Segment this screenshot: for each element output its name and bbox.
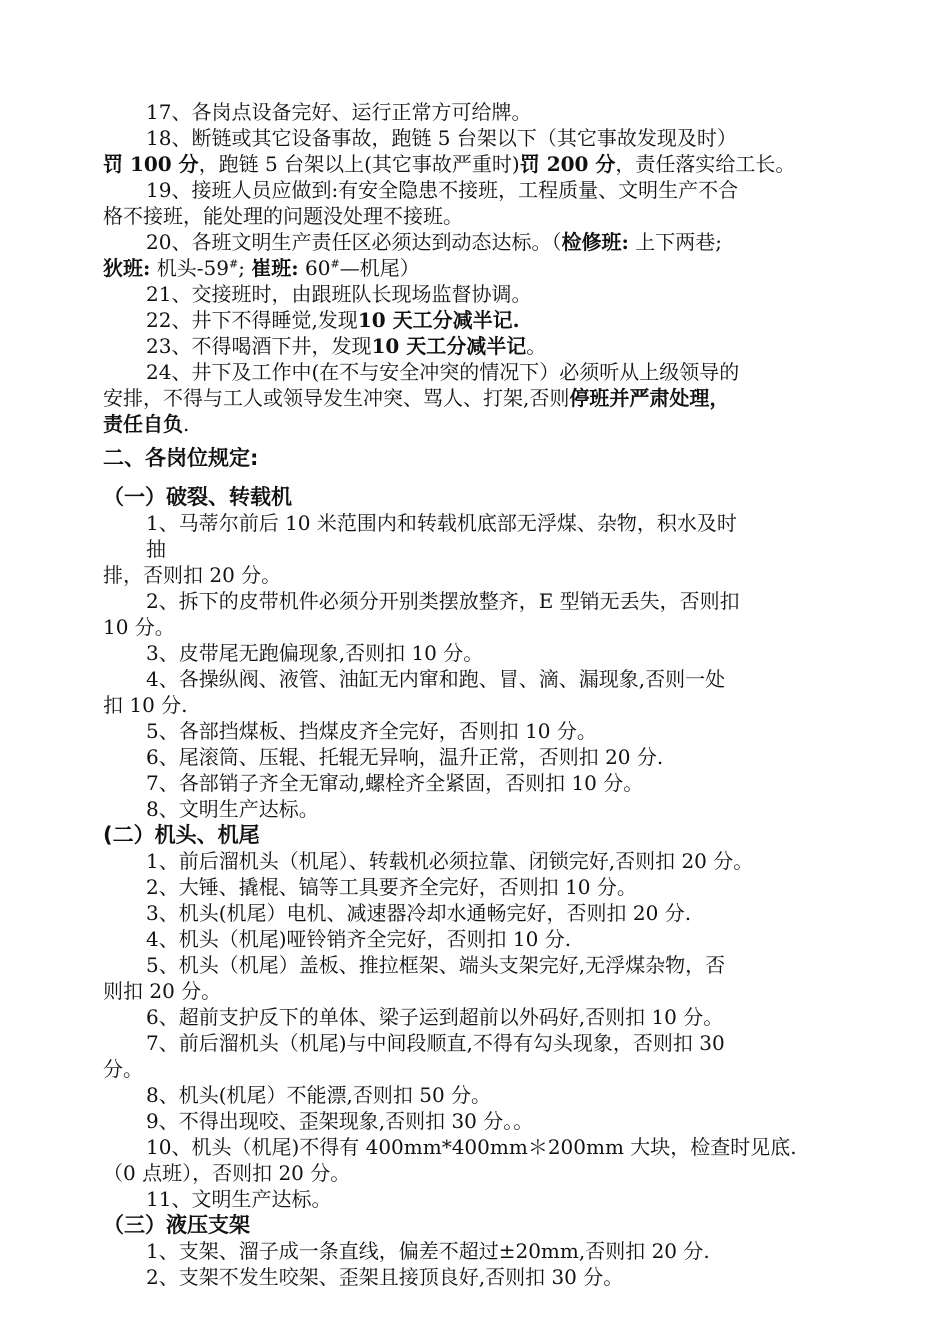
rule-20-text: 20、各班文明生产责任区必须达到动态达标。（ [146, 230, 562, 254]
rule-23-end: 。 [526, 334, 547, 358]
rule-22-penalty: 10 天工分减半记. [357, 308, 520, 332]
s2-item-5-line-2: 则扣 20 分。 [103, 979, 222, 1003]
cui-shift-label: 崔班: [251, 256, 299, 280]
s2-item-1: 1、前后溜机头（机尾）、转载机必须拉靠、闭锁完好,否则扣 20 分。 [146, 849, 754, 873]
rule-18-line-1: 18、断链或其它设备事故，跑链 5 台架以下（其它事故发现及时） [146, 126, 737, 150]
s2-item-11: 11、文明生产达标。 [146, 1187, 332, 1211]
rule-23-text: 23、不得喝酒下井，发现 [146, 334, 372, 358]
number-mark: # [330, 257, 340, 271]
s2-item-7-line-2: 分。 [103, 1057, 143, 1081]
s2-item-4: 4、机头（机尾)哑铃销齐全完好，否则扣 10 分. [146, 927, 572, 951]
rule-22-text: 22、井下不得睡觉,发现 [146, 308, 358, 332]
s2-item-2: 2、大锤、撬棍、镐等工具要齐全完好，否则扣 10 分。 [146, 875, 637, 899]
subsection-1-title: （一）破裂、转载机 [103, 485, 292, 509]
cui-shift-area-end: —机尾） [339, 256, 420, 280]
s1-item-1-line-3: 排，否则扣 20 分。 [103, 563, 282, 587]
rule-18-line-2 [103, 151, 795, 177]
rule-24-penalty: 停班并严肃处理， [569, 386, 730, 410]
s1-item-2-line-1: 2、拆下的皮带机件必须分开别类摆放整齐，E 型销无丢失，否则扣 [146, 589, 740, 613]
s1-item-1-line-2: 抽 [146, 537, 166, 561]
s3-item-2: 2、支架不发生咬架、歪架且接顶良好,否则扣 30 分。 [146, 1265, 624, 1289]
s2-item-8: 8、机头(机尾）不能漂,否则扣 50 分。 [146, 1083, 492, 1107]
rule-19-line-1: 19、接班人员应做到:有安全隐患不接班，工程质量、文明生产不合 [146, 178, 739, 202]
subsection-2-title: (二）机头、机尾 [103, 823, 260, 847]
rule-18-mid: ，跑链 5 台架以上(其它事故严重时) [198, 152, 520, 176]
s2-item-6: 6、超前支护反下的单体、梁子运到超前以外码好,否则扣 10 分。 [146, 1005, 724, 1029]
section-2-title: 二、各岗位规定: [103, 446, 259, 470]
di-shift-label: 狄班: [103, 256, 151, 280]
rule-24-end: . [183, 412, 190, 436]
subsection-3-title: （三）液压支架 [103, 1213, 250, 1237]
rule-18-end: ，责任落实给工长。 [615, 152, 796, 176]
rule-20-maintenance-label: 检修班: [561, 230, 629, 254]
rule-22 [146, 307, 520, 333]
s2-item-10-line-2: （0 点班），否则扣 20 分。 [103, 1161, 351, 1185]
s2-item-7-line-1: 7、前后溜机头（机尾)与中间段顺直,不得有勾头现象，否则扣 30 [146, 1031, 725, 1055]
rule-19-line-2: 格不接班，能处理的问题没处理不接班。 [103, 204, 463, 228]
number-mark: # [228, 257, 239, 271]
s2-item-3: 3、机头(机尾）电机、减速器冷却水通畅完好，否则扣 20 分. [146, 901, 692, 925]
rule-24-responsibility: 责任自负 [103, 412, 183, 436]
s1-item-6: 6、尾滚筒、压辊、托辊无异响，温升正常，否则扣 20 分. [146, 745, 664, 769]
s1-item-8: 8、文明生产达标。 [146, 797, 319, 821]
cui-shift-area: 60 [298, 256, 331, 280]
s1-item-7: 7、各部销子齐全无窜动,螺栓齐全紧固，否则扣 10 分。 [146, 771, 644, 795]
rule-20-line-1 [146, 229, 722, 255]
penalty-200: 罚 200 分 [519, 152, 616, 176]
s1-item-1-line-1: 1、马蒂尔前后 10 米范围内和转载机底部无浮煤、杂物，积水及时 [146, 511, 737, 535]
rule-23-penalty: 10 天工分减半记 [371, 334, 527, 358]
separator: ; [238, 256, 252, 280]
rule-24-line-2 [103, 385, 729, 411]
rule-23 [146, 333, 546, 359]
rule-17: 17、各岗点设备完好、运行正常方可给牌。 [146, 100, 532, 124]
s1-item-5: 5、各部挡煤板、挡煤皮齐全完好，否则扣 10 分。 [146, 719, 597, 743]
rule-24-line-3 [103, 411, 189, 437]
s2-item-5-line-1: 5、机头（机尾）盖板、推拉框架、端头支架完好,无浮煤杂物，否 [146, 953, 726, 977]
s1-item-3: 3、皮带尾无跑偏现象,否则扣 10 分。 [146, 641, 484, 665]
di-shift-area: 机头-59 [150, 256, 229, 280]
penalty-100: 罚 100 分 [103, 152, 199, 176]
rule-21: 21、交接班时，由跟班队长现场监督协调。 [146, 282, 532, 306]
s3-item-1: 1、支架、溜子成一条直线，偏差不超过±20mm,否则扣 20 分. [146, 1239, 710, 1263]
s2-item-10-line-1: 10、机头（机尾)不得有 400mm*400mm＊200mm 大块，检查时见底. [146, 1135, 797, 1159]
s1-item-2-line-2: 10 分。 [103, 615, 175, 639]
s2-item-9: 9、不得出现咬、歪架现象,否则扣 30 分。。 [146, 1109, 534, 1133]
rule-24-text: 安排，不得与工人或领导发生冲突、骂人、打架,否则 [103, 386, 570, 410]
rule-24-line-1: 24、井下及工作中(在不与安全冲突的情况下）必须听从上级领导的 [146, 360, 740, 384]
s1-item-4-line-2: 扣 10 分. [103, 693, 188, 717]
s1-item-4-line-1: 4、各操纵阀、液管、油缸无内窜和跑、冒、滴、漏现象,否则一处 [146, 667, 726, 691]
rule-20-maintenance-area: 上下两巷; [628, 230, 722, 254]
rule-20-line-2 [103, 255, 420, 281]
